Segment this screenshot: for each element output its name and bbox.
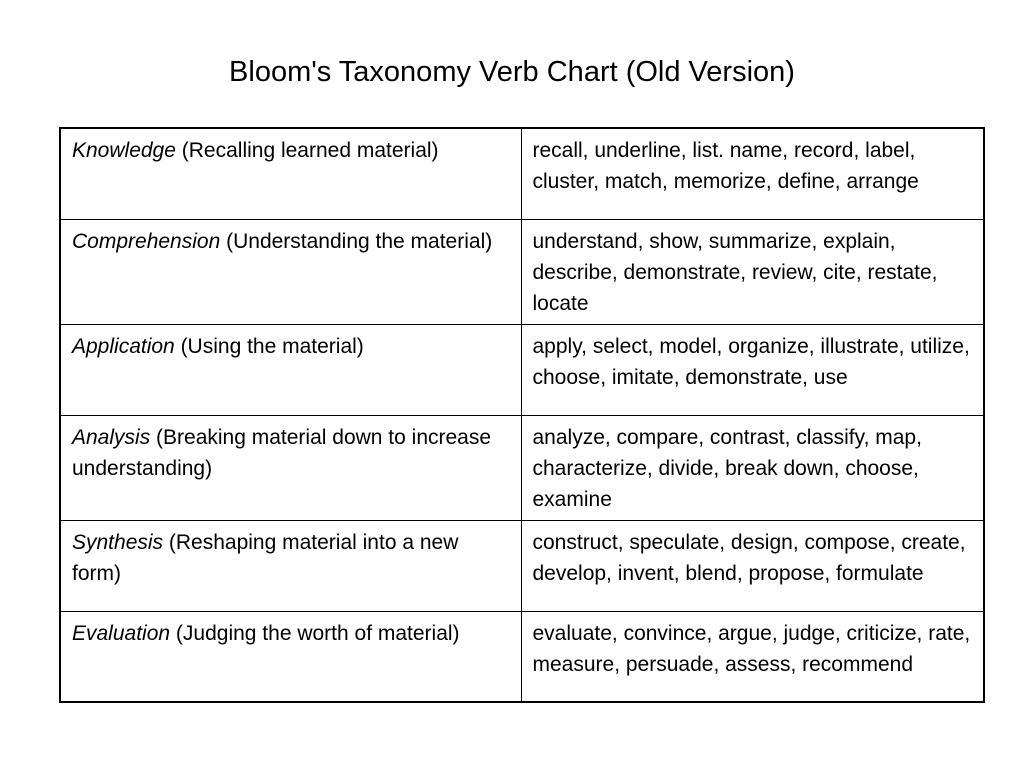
level-name: Comprehension	[72, 229, 221, 253]
level-cell	[60, 611, 521, 702]
verbs-cell: construct, speculate, design, compose, create, develop, invent, blend, propose, formulate	[521, 520, 984, 611]
table-row	[60, 415, 984, 520]
level-cell	[60, 415, 521, 520]
level-cell	[60, 128, 521, 219]
level-cell	[60, 219, 521, 324]
table-row	[60, 520, 984, 611]
table-row	[60, 324, 984, 415]
level-name: Knowledge	[72, 139, 176, 162]
level-name: Analysis	[72, 425, 151, 449]
verbs-cell: apply, select, model, organize, illustrate, utilize, choose, imitate, demonstrate, use	[521, 324, 984, 415]
verbs-cell: recall, underline, list. name, record, label, cluster, match, memorize, define, arrange	[521, 128, 984, 219]
table-row	[60, 128, 984, 219]
verbs-cell: understand, show, summarize, explain, describe, demonstrate, review, cite, restate, locate	[521, 219, 984, 324]
level-cell	[60, 324, 521, 415]
level-name: Evaluation	[72, 621, 171, 645]
verbs-cell: analyze, compare, contrast, classify, map, characterize, divide, break down, choose, examine	[521, 415, 984, 520]
level-description: (Recalling learned material)	[175, 139, 439, 162]
level-name: Synthesis	[72, 530, 164, 554]
level-description: (Breaking material down to increase understanding)	[72, 425, 492, 480]
table-row	[60, 219, 984, 324]
level-description: (Understanding the material)	[220, 229, 493, 253]
level-description: (Judging the worth of material)	[170, 621, 460, 645]
page-title: Bloom's Taxonomy Verb Chart (Old Version)	[229, 56, 795, 88]
verbs-cell: evaluate, convince, argue, judge, criticize, rate, measure, persuade, assess, recommend	[521, 611, 984, 702]
level-description: (Using the material)	[174, 334, 364, 358]
verb-table	[59, 127, 985, 703]
table-row	[60, 611, 984, 702]
level-name: Application	[72, 334, 175, 358]
level-description: (Reshaping material into a new form)	[72, 530, 459, 585]
level-cell	[60, 520, 521, 611]
